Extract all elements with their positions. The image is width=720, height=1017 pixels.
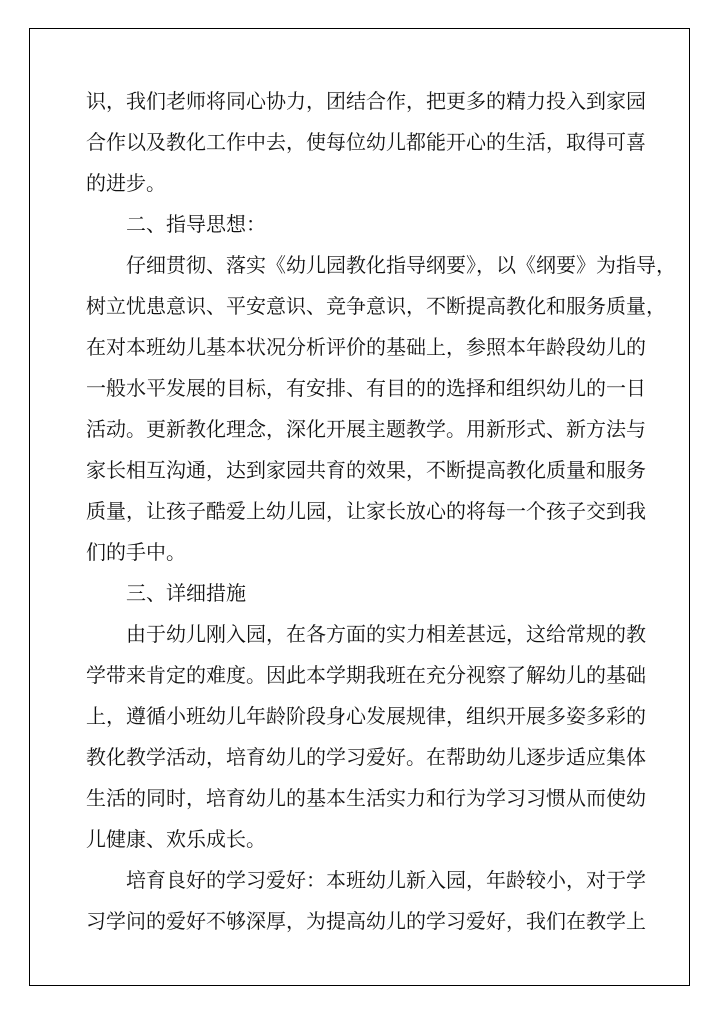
paragraph-line: 学带来肯定的难度。因此本学期我班在充分视察了解幼儿的基础 xyxy=(86,663,646,687)
paragraph-line: 在对本班幼儿基本状况分析评价的基础上，参照本年龄段幼儿的 xyxy=(86,335,646,359)
paragraph-line: 们的手中。 xyxy=(86,540,186,564)
paragraph-line: 教化教学活动，培育幼儿的学习爱好。在帮助幼儿逐步适应集体 xyxy=(86,745,646,769)
paragraph-line: 习学问的爱好不够深厚，为提高幼儿的学习爱好，我们在教学上 xyxy=(86,909,646,933)
paragraph-line: 儿健康、欢乐成长。 xyxy=(86,827,266,851)
paragraph-line: 一般水平发展的目标，有安排、有目的的选择和组织幼儿的一日 xyxy=(86,376,646,400)
paragraph-line: 家长相互沟通，达到家园共育的效果，不断提高教化质量和服务 xyxy=(86,458,646,482)
paragraph-line: 识，我们老师将同心协力，团结合作，把更多的精力投入到家园 xyxy=(86,89,646,113)
paragraph-line: 仔细贯彻、落实《幼儿园教化指导纲要》，以《纲要》为指导， xyxy=(126,253,676,277)
paragraph-line: 上，遵循小班幼儿年龄阶段身心发展规律，组织开展多姿多彩的 xyxy=(86,704,646,728)
paragraph-line: 活动。更新教化理念，深化开展主题教学。用新形式、新方法与 xyxy=(86,417,646,441)
paragraph-line: 培育良好的学习爱好：本班幼儿新入园，年龄较小，对于学 xyxy=(126,868,646,892)
paragraph-line: 的进步。 xyxy=(86,171,166,195)
paragraph-line: 质量，让孩子酷爱上幼儿园，让家长放心的将每一个孩子交到我 xyxy=(86,499,646,523)
paragraph-line: 树立忧患意识、平安意识、竞争意识，不断提高教化和服务质量， xyxy=(86,294,666,318)
paragraph-line: 由于幼儿刚入园，在各方面的实力相差甚远，这给常规的教 xyxy=(126,622,646,646)
paragraph-line: 生活的同时，培育幼儿的基本生活实力和行为学习习惯从而使幼 xyxy=(86,786,646,810)
paragraph-line: 合作以及教化工作中去，使每位幼儿都能开心的生活，取得可喜 xyxy=(86,130,646,154)
section-heading-guiding-thought: 二、指导思想： xyxy=(126,212,266,236)
section-heading-measures: 三、详细措施 xyxy=(126,581,246,605)
